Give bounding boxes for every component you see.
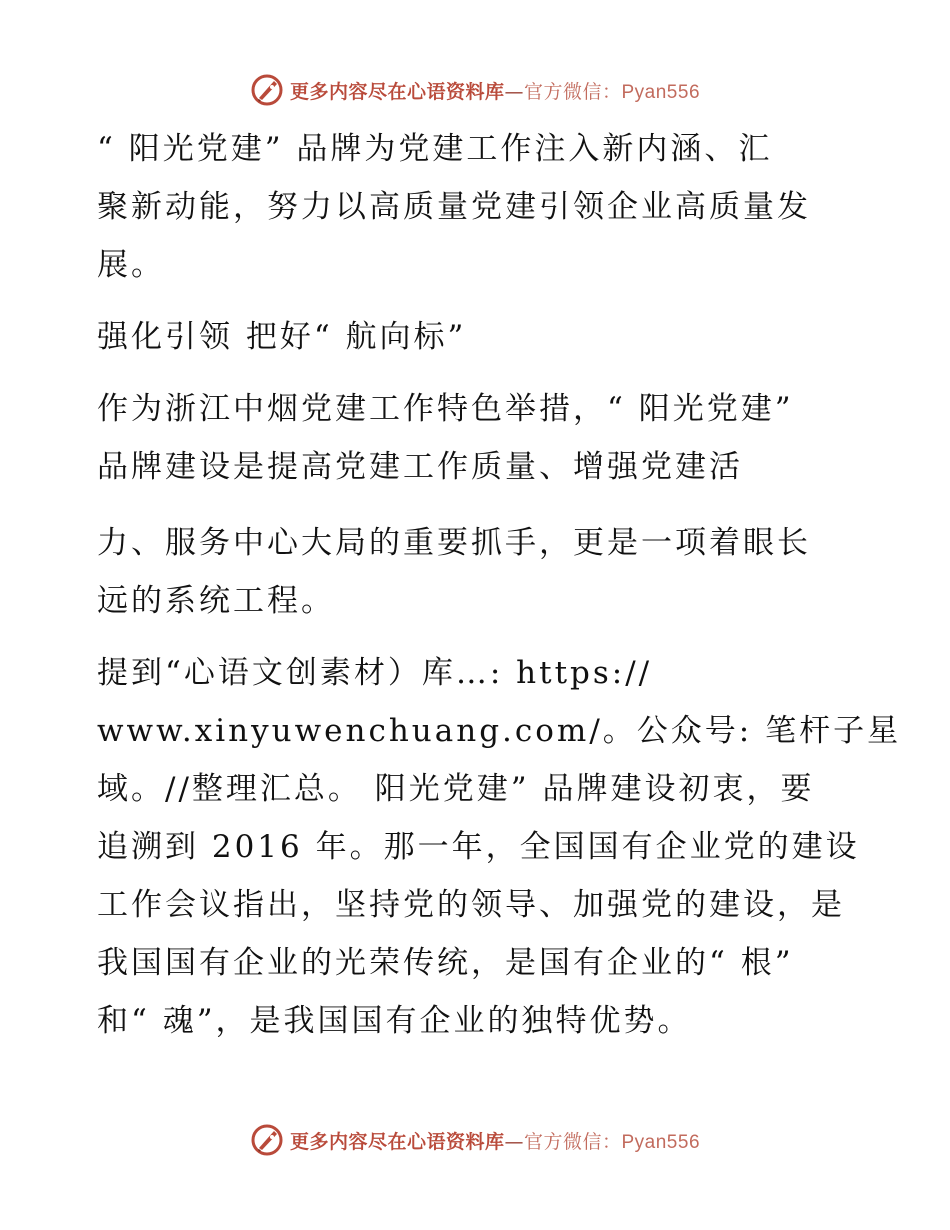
banner-wechat-id: Pyan556 — [621, 81, 701, 103]
banner-wechat-label: 官方微信： — [523, 1130, 622, 1153]
body-line: 品牌建设是提高党建工作质量、增强党建活 — [97, 449, 743, 485]
body-line: 提到“心语文创素材）库…: https:// — [97, 655, 653, 691]
banner-text — [290, 1127, 700, 1154]
banner-inner — [250, 73, 700, 107]
banner-separator: — — [504, 1130, 524, 1153]
body-line: 力、服务中心大局的重要抓手，更是一项着眼长 — [97, 525, 811, 561]
banner-separator: — — [504, 80, 524, 103]
banner-main-text: 更多内容尽在心语资料库 — [289, 80, 505, 103]
body-line: 展。 — [97, 247, 165, 283]
body-line: 我国国有企业的光荣传统，是国有企业的“ 根” — [97, 945, 794, 981]
banner-main-text: 更多内容尽在心语资料库 — [289, 1130, 505, 1153]
body-line: www.xinyuwenchuang.com/。公众号: 笔杆子星 — [97, 713, 902, 749]
header-banner — [0, 70, 950, 110]
footer-banner — [0, 1120, 950, 1160]
banner-wechat-label: 官方微信： — [523, 80, 622, 103]
body-line: 域。//整理汇总。 阳光党建” 品牌建设初衷，要 — [97, 771, 815, 807]
document-body — [97, 120, 902, 1050]
banner-wechat-id: Pyan556 — [621, 1131, 701, 1153]
red-quill-seal-icon — [250, 1123, 284, 1157]
body-line: “ 阳光党建” 品牌为党建工作注入新内涵、汇 — [97, 131, 773, 167]
banner-text — [290, 77, 700, 104]
red-quill-seal-icon — [250, 73, 284, 107]
section-heading: 强化引领 把好“ 航向标” — [97, 319, 467, 355]
body-line: 聚新动能，努力以高质量党建引领企业高质量发 — [97, 189, 811, 225]
body-line: 远的系统工程。 — [97, 583, 335, 619]
banner-inner — [250, 1123, 700, 1157]
body-line: 和“ 魂”，是我国国有企业的独特优势。 — [97, 1003, 692, 1039]
body-line: 作为浙江中烟党建工作特色举措，“ 阳光党建” — [97, 391, 794, 427]
body-line: 工作会议指出，坚持党的领导、加强党的建设，是 — [97, 887, 845, 923]
body-line: 追溯到 2016 年。那一年，全国国有企业党的建设 — [97, 829, 860, 865]
